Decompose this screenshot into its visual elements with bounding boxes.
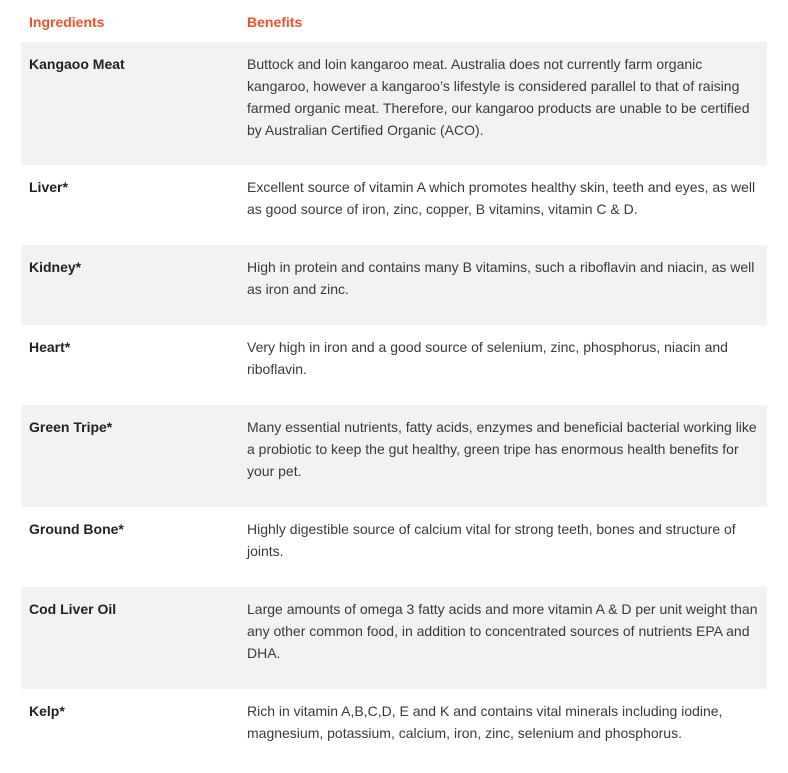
table-row <box>21 245 767 325</box>
header-benefits: Benefits <box>247 14 303 30</box>
ingredient-benefit: High in protein and contains many B vitamins, such a riboflavin and niacin, as well as iron and zinc. <box>247 259 755 297</box>
ingredient-benefit: Many essential nutrients, fatty acids, enzymes and beneficial bacterial working like a probiotic to keep the gut healthy, green tripe has enormous health benefits for your pet. <box>247 419 757 479</box>
ingredient-benefit: Rich in vitamin A,B,C,D, E and K and contains vital minerals including iodine, magnesium, potassium, calcium, iron, zinc, selenium and phosphorus. <box>247 703 723 741</box>
table-row <box>21 507 767 587</box>
table-row <box>21 689 767 773</box>
ingredient-name: Cod Liver Oil <box>29 601 117 617</box>
ingredient-name: Kidney* <box>29 259 82 275</box>
table-row <box>21 325 767 405</box>
table-row <box>21 165 767 245</box>
table-row <box>21 42 767 165</box>
table-row <box>21 587 767 689</box>
table-header <box>0 0 788 42</box>
ingredient-benefit: Buttock and loin kangaroo meat. Australia does not currently farm organic kangaroo, however a kangaroo’s lifestyle is considered parallel to that of raising farmed organic meat. Therefore, our kangaroo products are unable to be certified by Australian Certified Organic (ACO). <box>247 56 750 138</box>
ingredient-name: Heart* <box>29 339 71 355</box>
ingredient-benefit: Excellent source of vitamin A which promotes healthy skin, teeth and eyes, as well as good source of iron, zinc, copper, B vitamins, vitamin C & D. <box>247 179 756 217</box>
ingredient-benefit: Highly digestible source of calcium vital for strong teeth, bones and structure of joints. <box>247 521 736 559</box>
ingredient-name: Kangaoo Meat <box>29 56 125 72</box>
ingredient-name: Kelp* <box>29 703 65 719</box>
ingredients-table <box>21 42 767 773</box>
ingredient-name: Liver* <box>29 179 68 195</box>
ingredient-name: Green Tripe* <box>29 419 113 435</box>
table-row <box>21 405 767 507</box>
ingredient-name: Ground Bone* <box>29 521 124 537</box>
header-ingredients: Ingredients <box>29 14 105 30</box>
ingredient-benefit: Very high in iron and a good source of selenium, zinc, phosphorus, niacin and riboflavin. <box>247 339 728 377</box>
ingredient-benefit: Large amounts of omega 3 fatty acids and more vitamin A & D per unit weight than any other common food, in addition to concentrated sources of nutrients EPA and DHA. <box>247 601 758 661</box>
